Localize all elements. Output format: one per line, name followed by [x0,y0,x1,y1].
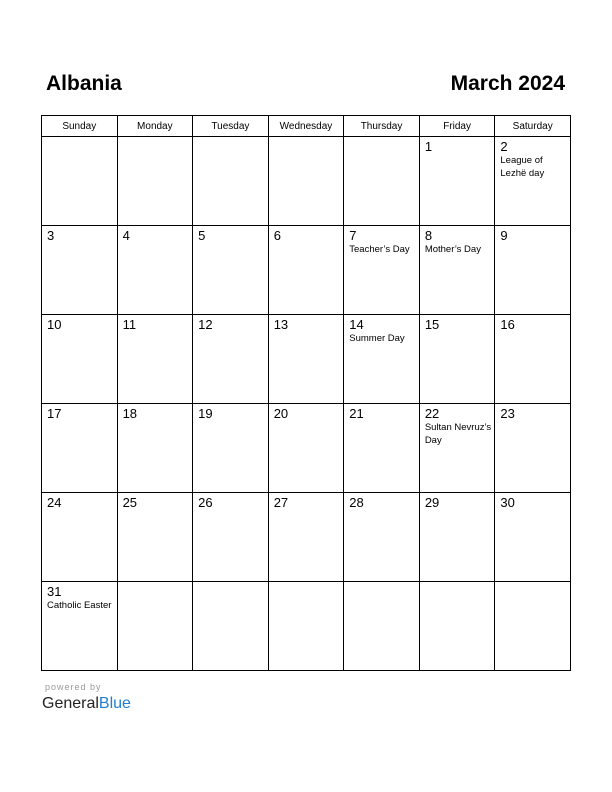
day-cell [42,137,118,226]
day-cell [495,137,571,226]
day-cell [42,315,118,404]
day-number: 2 [500,139,508,154]
week-row-3 [42,315,571,404]
day-number: 6 [273,228,281,243]
day-number: 11 [122,317,137,332]
day-number: 3 [47,228,55,243]
day-cell [42,404,118,493]
month-title: March 2024 [450,72,565,95]
day-cell [344,315,420,404]
holiday-label: Summer Day [349,333,405,344]
day-cell [117,493,193,582]
day-number: 20 [273,406,289,421]
day-number [118,137,193,139]
holiday-label: Teacher’s Day [349,244,410,255]
day-number: 26 [198,495,213,510]
day-cell [495,315,571,404]
day-number: 23 [500,406,515,421]
day-cell [344,137,420,226]
day-number: 21 [349,406,364,421]
day-cell [42,582,118,671]
day-cell [419,315,495,404]
day-number: 25 [122,495,138,510]
day-cell [193,226,269,315]
day-number: 15 [424,317,440,332]
day-number [193,582,268,584]
day-number: 16 [500,317,515,332]
day-number: 10 [47,317,62,332]
day-cell [495,582,571,671]
day-number: 13 [273,317,289,332]
day-cell [193,404,269,493]
holiday-label: Sultan Nevruz’s Day [424,422,492,446]
day-number [495,582,570,584]
day-cell [419,137,495,226]
weekday-saturday: Saturday [495,116,571,137]
day-cell [117,582,193,671]
day-cell [193,493,269,582]
day-cell [268,582,344,671]
country-title: Albania [46,72,122,95]
weekday-friday: Friday [419,116,495,137]
day-number: 18 [122,406,138,421]
day-number [42,137,117,139]
day-number: 28 [349,495,364,510]
day-number [118,582,193,584]
day-cell [117,315,193,404]
day-cell [419,404,495,493]
day-cell [42,226,118,315]
day-cell [419,582,495,671]
day-number: 22 [424,406,440,421]
day-cell [495,493,571,582]
week-row-2 [42,226,571,315]
day-number [344,137,419,139]
logo-text-general: General [42,695,99,712]
weekday-wednesday: Wednesday [268,116,344,137]
day-cell [344,404,420,493]
day-number: 31 [47,584,62,599]
day-cell [344,226,420,315]
day-number: 9 [500,228,508,243]
holiday-label: Mother’s Day [424,244,481,255]
day-number: 24 [47,495,62,510]
day-cell [268,493,344,582]
day-cell [193,315,269,404]
day-cell [268,315,344,404]
calendar-grid [41,115,571,671]
day-cell [268,404,344,493]
day-number [193,137,268,139]
powered-by-label: powered by [45,682,102,692]
holiday-label: League of Lezhë day [500,155,545,179]
day-cell [193,137,269,226]
logo-text-blue: Blue [98,695,131,712]
weekday-sunday: Sunday [42,116,118,137]
weekday-monday: Monday [117,116,193,137]
day-number [344,582,419,584]
day-cell [419,493,495,582]
week-row-4 [42,404,571,493]
day-cell [193,582,269,671]
generalblue-logo[interactable] [42,694,131,714]
day-cell [344,582,420,671]
day-number: 4 [122,228,130,243]
day-number [269,137,344,139]
day-number: 30 [500,495,515,510]
day-number [269,582,344,584]
day-number: 12 [198,317,213,332]
day-cell [268,226,344,315]
day-number: 7 [349,228,357,243]
day-cell [42,493,118,582]
weekday-tuesday: Tuesday [193,116,269,137]
day-cell [117,404,193,493]
day-number: 5 [198,228,206,243]
week-row-1 [42,137,571,226]
day-cell [344,493,420,582]
day-number: 17 [47,406,62,421]
day-number: 8 [424,228,433,243]
day-cell [117,226,193,315]
day-number: 1 [424,139,433,154]
week-row-6 [42,582,571,671]
day-cell [495,226,571,315]
week-row-5 [42,493,571,582]
day-number: 14 [349,317,364,332]
weekday-thursday: Thursday [344,116,420,137]
day-number: 19 [198,406,213,421]
day-cell [268,137,344,226]
holiday-label: Catholic Easter [47,600,112,611]
day-cell [117,137,193,226]
weekday-header-row [42,116,571,137]
day-number: 29 [424,495,440,510]
day-number [420,582,495,584]
day-cell [495,404,571,493]
day-cell [419,226,495,315]
day-number: 27 [273,495,289,510]
